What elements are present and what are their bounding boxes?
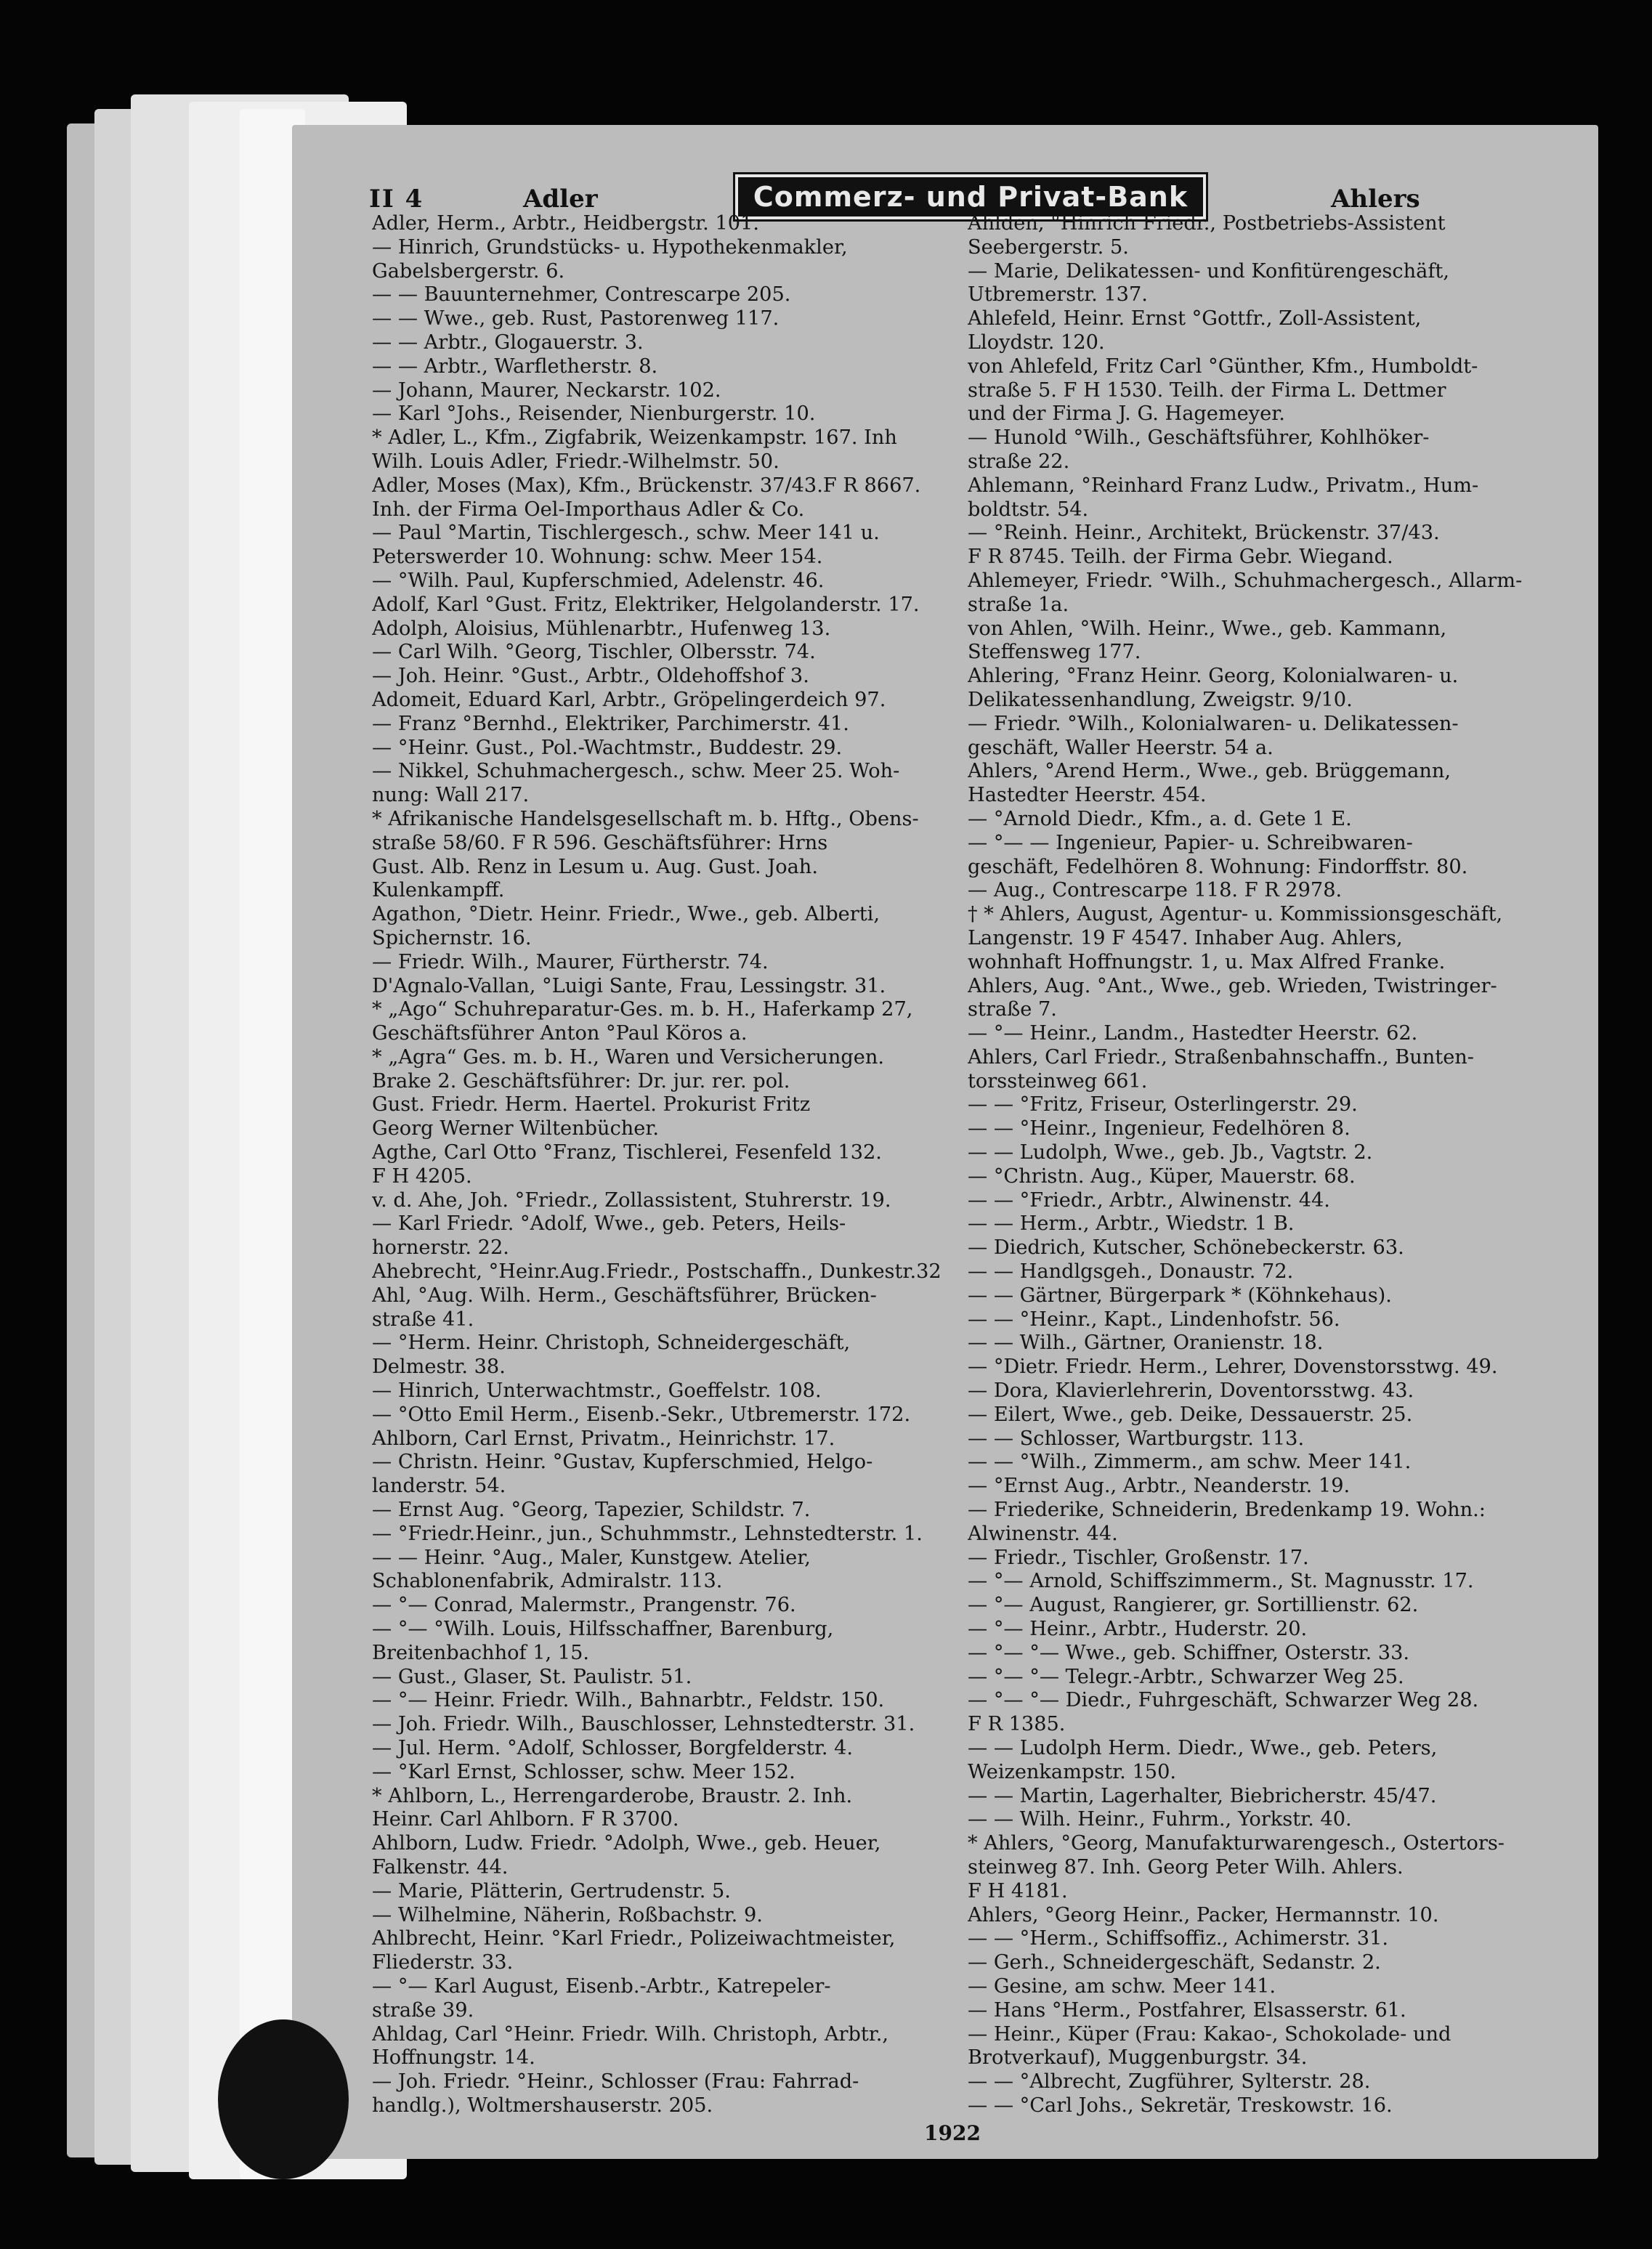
directory-entry-line: — Dora, Klavierlehrerin, Doventorsstwg. 43. [968, 1379, 1414, 1403]
directory-entry-line: straße 1a. [968, 593, 1069, 616]
directory-entry-line: — — °Herm., Schiffsoffiz., Achimerstr. 31. [968, 1927, 1389, 1950]
directory-entry-line: Ahlefeld, Heinr. Ernst °Gottfr., Zoll-Assistent, [968, 307, 1422, 331]
directory-entry-line: Adolf, Karl °Gust. Fritz, Elektriker, Helgolanderstr. 17. [372, 593, 920, 616]
directory-entry-line: * Afrikanische Handelsgesellschaft m. b. Hftg., Obens- [372, 807, 919, 830]
directory-entry-line: — °— August, Rangierer, gr. Sortillienstr. 62. [968, 1594, 1419, 1617]
directory-entry-line: Lloydstr. 120. [968, 331, 1105, 354]
directory-entry-line: Ahldag, Carl °Heinr. Friedr. Wilh. Christoph, Arbtr., [372, 2022, 889, 2046]
directory-entry-line: Utbremerstr. 137. [968, 283, 1148, 307]
directory-entry-line: geschäft, Waller Heerstr. 54 a. [968, 736, 1274, 759]
directory-entry-line: — — Arbtr., Warfletherstr. 8. [372, 354, 658, 378]
directory-entry-line: Agathon, °Dietr. Heinr. Friedr., Wwe., geb. Alberti, [372, 903, 880, 926]
directory-entry-line: — °— °Wilh. Louis, Hilfsschaffner, Barenburg, [372, 1618, 834, 1641]
directory-entry-line: Alwinenstr. 44. [968, 1522, 1118, 1545]
directory-entry-line: boldtstr. 54. [968, 498, 1089, 521]
directory-entry-line: landerstr. 54. [372, 1475, 506, 1498]
directory-entry-line: — Gesine, am schw. Meer 141. [968, 1974, 1276, 1998]
directory-entry-line: Heinr. Carl Ahlborn. F R 3700. [372, 1808, 679, 1831]
directory-entry-line: Weizenkampstr. 150. [968, 1760, 1177, 1783]
directory-entry-line: Ahebrecht, °Heinr.Aug.Friedr., Postschaffn., Dunkestr.32 [372, 1260, 942, 1284]
directory-entry-line: — °— Heinr., Arbtr., Huderstr. 20. [968, 1618, 1308, 1641]
directory-entry-line: — °Herm. Heinr. Christoph, Schneidergeschäft, [372, 1332, 851, 1355]
directory-entry-line: von Ahlefeld, Fritz Carl °Günther, Kfm., Humboldt- [968, 354, 1478, 378]
directory-entry-line: — Gust., Glaser, St. Paulistr. 51. [372, 1665, 692, 1688]
directory-entry-line: — Friedr., Tischler, Großenstr. 17. [968, 1546, 1309, 1569]
directory-entry-line: — — °Friedr., Arbtr., Alwinenstr. 44. [968, 1188, 1330, 1212]
directory-entry-line: * „Agra“ Ges. m. b. H., Waren und Versicherungen. [372, 1045, 884, 1069]
directory-entry-line: — — °Albrecht, Zugführer, Sylterstr. 28. [968, 2070, 1371, 2094]
directory-entry-line: — Carl Wilh. °Georg, Tischler, Olbersstr. 74. [372, 641, 816, 664]
directory-entry-line: — Diedrich, Kutscher, Schönebeckerstr. 63. [968, 1236, 1404, 1260]
directory-entry-line: — Friedr. °Wilh., Kolonialwaren- u. Delikatessen- [968, 712, 1459, 735]
directory-entry-line: Inh. der Firma Oel-Importhaus Adler & Co. [372, 498, 805, 521]
directory-entry-line: — Hinrich, Unterwachtmstr., Goeffelstr. 108. [372, 1379, 822, 1403]
directory-entry-line: — Joh. Heinr. °Gust., Arbtr., Oldehoffshof 3. [372, 665, 809, 688]
directory-entry-line: — °Otto Emil Herm., Eisenb.-Sekr., Utbremerstr. 172. [372, 1403, 911, 1426]
directory-entry-line: nung: Wall 217. [372, 784, 530, 807]
directory-entry-line: — — Wwe., geb. Rust, Pastorenweg 117. [372, 307, 780, 331]
directory-entry-line: — °— °— Diedr., Fuhrgeschäft, Schwarzer Weg 28. [968, 1689, 1479, 1712]
right-guide-word: Ahlers [1331, 185, 1420, 214]
directory-entry-line: Georg Werner Wiltenbücher. [372, 1117, 660, 1140]
directory-entry-line: — Franz °Bernhd., Elektriker, Parchimerstr. 41. [372, 712, 849, 735]
page-footer-year: 1922 [924, 2121, 981, 2145]
directory-entry-line: Hastedter Heerstr. 454. [968, 784, 1207, 807]
directory-entry-line: — °Karl Ernst, Schlosser, schw. Meer 152. [372, 1760, 795, 1783]
directory-entry-line: Spichernstr. 16. [372, 926, 532, 949]
directory-entry-line: Gust. Friedr. Herm. Haertel. Prokurist Fritz [372, 1093, 811, 1117]
directory-entry-line: Brotverkauf), Muggenburgstr. 34. [968, 2046, 1308, 2070]
directory-entry-line: * Ahlers, °Georg, Manufakturwarengesch., Ostertors- [968, 1832, 1505, 1855]
directory-entry-line: — °Ernst Aug., Arbtr., Neanderstr. 19. [968, 1475, 1351, 1498]
directory-entry-line: — Heinr., Küper (Frau: Kakao-, Schokolade- und [968, 2022, 1451, 2046]
directory-entry-line: — Wilhelmine, Näherin, Roßbachstr. 9. [372, 1903, 763, 1926]
directory-entry-line: — — °Heinr., Kapt., Lindenhofstr. 56. [968, 1308, 1340, 1331]
directory-entry-line: — — Martin, Lagerhalter, Biebricherstr. 45/47. [968, 1784, 1437, 1807]
directory-entry-line: Wilh. Louis Adler, Friedr.-Wilhelmstr. 50. [372, 450, 780, 473]
directory-entry-line: — °— Conrad, Malermstr., Prangenstr. 76. [372, 1594, 796, 1617]
directory-entry-line: Ahlbrecht, Heinr. °Karl Friedr., Polizeiwachtmeister, [372, 1927, 896, 1950]
left-guide-word: Adler [523, 185, 598, 214]
directory-entry-line: — °Friedr.Heinr., jun., Schuhmmstr., Lehnstedterstr. 1. [372, 1522, 923, 1545]
directory-entry-line: Ahlering, °Franz Heinr. Georg, Kolonialwaren- u. [968, 665, 1459, 688]
directory-entry-line: — Joh. Friedr. Wilh., Bauschlosser, Lehnstedterstr. 31. [372, 1713, 915, 1736]
right-column [968, 212, 1549, 2118]
directory-entry-line: — — °Wilh., Zimmerm., am schw. Meer 141. [968, 1451, 1412, 1474]
directory-entry-line: F H 4181. [968, 1879, 1068, 1902]
directory-entry-line: Adomeit, Eduard Karl, Arbtr., Gröpelingerdeich 97. [372, 688, 886, 711]
directory-entry-line: — — °Heinr., Ingenieur, Fedelhören 8. [968, 1117, 1351, 1140]
directory-entry-line: — °Christn. Aug., Küper, Mauerstr. 68. [968, 1164, 1356, 1188]
directory-entry-line: Kulenkampff. [372, 879, 505, 902]
directory-entry-line: — °— °— Telegr.-Arbtr., Schwarzer Weg 25. [968, 1665, 1404, 1688]
directory-entry-line: Seebergerstr. 5. [968, 235, 1129, 259]
directory-entry-line: wohnhaft Hoffnungstr. 1, u. Max Alfred Franke. [968, 950, 1446, 973]
directory-entry-line: — Jul. Herm. °Adolf, Schlosser, Borgfelderstr. 4. [372, 1737, 854, 1759]
directory-entry-line: — — Gärtner, Bürgerpark * (Köhnkehaus). [968, 1284, 1392, 1307]
directory-entry-line: Delmestr. 38. [372, 1356, 506, 1379]
directory-entry-line: Brake 2. Geschäftsführer: Dr. jur. rer. pol. [372, 1069, 790, 1093]
directory-entry-line: straße 41. [372, 1308, 474, 1331]
directory-entry-line: Adler, Moses (Max), Kfm., Brückenstr. 37/43.F R 8667. [372, 474, 921, 497]
page-number: II 4 [369, 185, 424, 214]
directory-entry-line: — — Schlosser, Wartburgstr. 113. [968, 1427, 1305, 1450]
directory-entry-line: D'Agnalo-Vallan, °Luigi Sante, Frau, Lessingstr. 31. [372, 974, 886, 997]
directory-entry-line: — — °Carl Johs., Sekretär, Treskowstr. 16. [968, 2094, 1393, 2117]
directory-entry-line: Ahlborn, Carl Ernst, Privatm., Heinrichstr. 17. [372, 1427, 835, 1450]
directory-entry-line: — — Bauunternehmer, Contrescarpe 205. [372, 283, 791, 307]
directory-entry-line: — — Wilh., Gärtner, Oranienstr. 18. [968, 1332, 1324, 1355]
directory-entry-line: — Gerh., Schneidergeschäft, Sedanstr. 2. [968, 1951, 1381, 1974]
directory-entry-line: — Friederike, Schneiderin, Bredenkamp 19. Wohn.: [968, 1499, 1486, 1522]
directory-entry-line: hornerstr. 22. [372, 1236, 509, 1260]
directory-entry-line: — Karl Friedr. °Adolf, Wwe., geb. Peters, Heils- [372, 1212, 846, 1236]
directory-entry-line: — Eilert, Wwe., geb. Deike, Dessauerstr. 25. [968, 1403, 1413, 1426]
directory-entry-line: — Ernst Aug. °Georg, Tapezier, Schildstr. 7. [372, 1499, 811, 1522]
directory-entry-line: und der Firma J. G. Hagemeyer. [968, 402, 1285, 426]
directory-entry-line: — Paul °Martin, Tischlergesch., schw. Meer 141 u. [372, 522, 880, 545]
directory-entry-line: Hoffnungstr. 14. [372, 2046, 535, 2070]
directory-entry-line: F H 4205. [372, 1164, 472, 1188]
directory-entry-line: Ahl, °Aug. Wilh. Herm., Geschäftsführer, Brücken- [372, 1284, 877, 1307]
directory-entry-line: — °Reinh. Heinr., Architekt, Brückenstr. 37/43. [968, 522, 1440, 545]
directory-entry-line: — Christn. Heinr. °Gustav, Kupferschmied, Helgo- [372, 1451, 873, 1474]
directory-entry-line: — °Heinr. Gust., Pol.-Wachtmstr., Buddestr. 29. [372, 736, 843, 759]
directory-entry-line: v. d. Ahe, Joh. °Friedr., Zollassistent, Stuhrerstr. 19. [372, 1188, 891, 1212]
directory-entry-line: Langenstr. 19 F 4547. Inhaber Aug. Ahlers, [968, 926, 1403, 949]
directory-entry-line: * Adler, L., Kfm., Zigfabrik, Weizenkampstr. 167. Inh [372, 426, 897, 450]
directory-entry-line: Ahlden, °Hinrich Friedr., Postbetriebs-Assistent [968, 212, 1446, 235]
directory-entry-line: — Johann, Maurer, Neckarstr. 102. [372, 378, 721, 402]
directory-entry-line: — °— Heinr., Landm., Hastedter Heerstr. 62. [968, 1022, 1418, 1045]
directory-entry-line: — °— Heinr. Friedr. Wilh., Bahnarbtr., Feldstr. 150. [372, 1689, 885, 1712]
directory-entry-line: Gabelsbergerstr. 6. [372, 259, 565, 283]
directory-entry-line: * Ahlborn, L., Herrengarderobe, Braustr. 2. Inh. [372, 1784, 853, 1807]
directory-entry-line: von Ahlen, °Wilh. Heinr., Wwe., geb. Kammann, [968, 617, 1447, 640]
directory-entry-line: Peterswerder 10. Wohnung: schw. Meer 154. [372, 546, 823, 569]
directory-entry-line: — °Dietr. Friedr. Herm., Lehrer, Dovenstorsstwg. 49. [968, 1356, 1498, 1379]
directory-entry-line: straße 5. F H 1530. Teilh. der Firma L. Dettmer [968, 378, 1446, 402]
directory-entry-line: straße 58/60. F R 596. Geschäftsführer: Hrns [372, 831, 828, 854]
directory-entry-line: Ahlemeyer, Friedr. °Wilh., Schuhmachergesch., Allarm- [968, 569, 1523, 592]
directory-entry-line: — Karl °Johs., Reisender, Nienburgerstr. 10. [372, 402, 816, 426]
thumb-shadow [218, 2019, 349, 2179]
directory-entry-line: — — Heinr. °Aug., Maler, Kunstgew. Atelier, [372, 1546, 811, 1569]
directory-entry-line: Falkenstr. 44. [372, 1855, 509, 1879]
directory-entry-line: — Hans °Herm., Postfahrer, Elsasserstr. 61. [968, 1998, 1406, 2022]
directory-entry-line: — °Wilh. Paul, Kupferschmied, Adelenstr. 46. [372, 569, 825, 592]
directory-entry-line: Breitenbachhof 1, 15. [372, 1641, 590, 1664]
directory-entry-line: F R 8745. Teilh. der Firma Gebr. Wiegand. [968, 546, 1393, 569]
directory-entry-line: Ahlers, Carl Friedr., Straßenbahnschaffn., Bunten- [968, 1045, 1474, 1069]
directory-entry-line: — Hunold °Wilh., Geschäftsführer, Kohlhöker- [968, 426, 1430, 450]
directory-entry-line: geschäft, Fedelhören 8. Wohnung: Findorffstr. 80. [968, 855, 1468, 878]
directory-entry-line: — °— °— Wwe., geb. Schiffner, Osterstr. 33. [968, 1641, 1410, 1664]
directory-entry-line: torssteinweg 661. [968, 1069, 1148, 1093]
directory-entry-line: — — °Fritz, Friseur, Osterlingerstr. 29. [968, 1093, 1358, 1117]
directory-entry-line: * „Ago“ Schuhreparatur-Ges. m. b. H., Haferkamp 27, [372, 998, 913, 1021]
directory-entry-line: straße 7. [968, 998, 1057, 1021]
directory-entry-line: straße 22. [968, 450, 1070, 473]
directory-entry-line: — Aug., Contrescarpe 118. F R 2978. [968, 879, 1343, 902]
left-column [372, 212, 960, 2118]
directory-page [292, 125, 1598, 2159]
directory-entry-line: — Marie, Plätterin, Gertrudenstr. 5. [372, 1879, 731, 1902]
directory-entry-line: — — Wilh. Heinr., Fuhrm., Yorkstr. 40. [968, 1808, 1352, 1831]
directory-entry-line: — °Arnold Diedr., Kfm., a. d. Gete 1 E. [968, 807, 1352, 830]
directory-entry-line: — — Herm., Arbtr., Wiedstr. 1 B. [968, 1212, 1295, 1236]
directory-entry-line: — °— Karl August, Eisenb.-Arbtr., Katrepeler- [372, 1974, 831, 1998]
directory-entry-line: handlg.), Woltmershauserstr. 205. [372, 2094, 713, 2117]
directory-entry-line: Delikatessenhandlung, Zweigstr. 9/10. [968, 688, 1353, 711]
directory-entry-line: — °— — Ingenieur, Papier- u. Schreibwaren- [968, 831, 1413, 854]
directory-entry-line: Ahlers, Aug. °Ant., Wwe., geb. Wrieden, Twistringer- [968, 974, 1497, 997]
directory-entry-line: — Hinrich, Grundstücks- u. Hypothekenmakler, [372, 235, 848, 259]
directory-entry-line: — — Ludolph Herm. Diedr., Wwe., geb. Peters, [968, 1737, 1438, 1759]
directory-entry-line: Ahlborn, Ludw. Friedr. °Adolph, Wwe., geb. Heuer, [372, 1832, 881, 1855]
directory-entry-line: — Nikkel, Schuhmachergesch., schw. Meer 25. Woh- [372, 760, 900, 783]
directory-entry-line: — Joh. Friedr. °Heinr., Schlosser (Frau: Fahrrad- [372, 2070, 859, 2094]
directory-entry-line: straße 39. [372, 1998, 474, 2022]
directory-entry-line: Schablonenfabrik, Admiralstr. 113. [372, 1570, 723, 1593]
directory-entry-line: † * Ahlers, August, Agentur- u. Kommissionsgeschäft, [968, 903, 1503, 926]
directory-entry-line: steinweg 87. Inh. Georg Peter Wilh. Ahlers. [968, 1855, 1404, 1879]
directory-entry-line: — Friedr. Wilh., Maurer, Fürtherstr. 74. [372, 950, 769, 973]
directory-entry-line: F R 1385. [968, 1713, 1066, 1736]
directory-entry-line: — Marie, Delikatessen- und Konfitürengeschäft, [968, 259, 1449, 283]
directory-entry-line: Fliederstr. 33. [372, 1951, 514, 1974]
bank-advertisement-banner: Commerz- und Privat-Bank [735, 174, 1206, 219]
directory-entry-line: — — Handlgsgeh., Donaustr. 72. [968, 1260, 1294, 1284]
directory-entry-line: Ahlers, °Georg Heinr., Packer, Hermannstr. 10. [968, 1903, 1439, 1926]
directory-entry-line: Agthe, Carl Otto °Franz, Tischlerei, Fesenfeld 132. [372, 1141, 882, 1164]
directory-entry-line: — — Arbtr., Glogauerstr. 3. [372, 331, 644, 354]
directory-entry-line: Ahlemann, °Reinhard Franz Ludw., Privatm., Hum- [968, 474, 1479, 497]
directory-entry-line: — °— Arnold, Schiffszimmerm., St. Magnusstr. 17. [968, 1570, 1474, 1593]
directory-entry-line: Adolph, Aloisius, Mühlenarbtr., Hufenweg 13. [372, 617, 831, 640]
directory-entry-line: Steffensweg 177. [968, 641, 1141, 664]
directory-entry-line: Geschäftsführer Anton °Paul Köros a. [372, 1022, 748, 1045]
directory-entry-line: — — Ludolph, Wwe., geb. Jb., Vagtstr. 2. [968, 1141, 1373, 1164]
directory-entry-line: Ahlers, °Arend Herm., Wwe., geb. Brüggemann, [968, 760, 1451, 783]
directory-entry-line: Gust. Alb. Renz in Lesum u. Aug. Gust. Joah. [372, 855, 818, 878]
directory-entry-line: Adler, Herm., Arbtr., Heidbergstr. 101. [372, 212, 760, 235]
